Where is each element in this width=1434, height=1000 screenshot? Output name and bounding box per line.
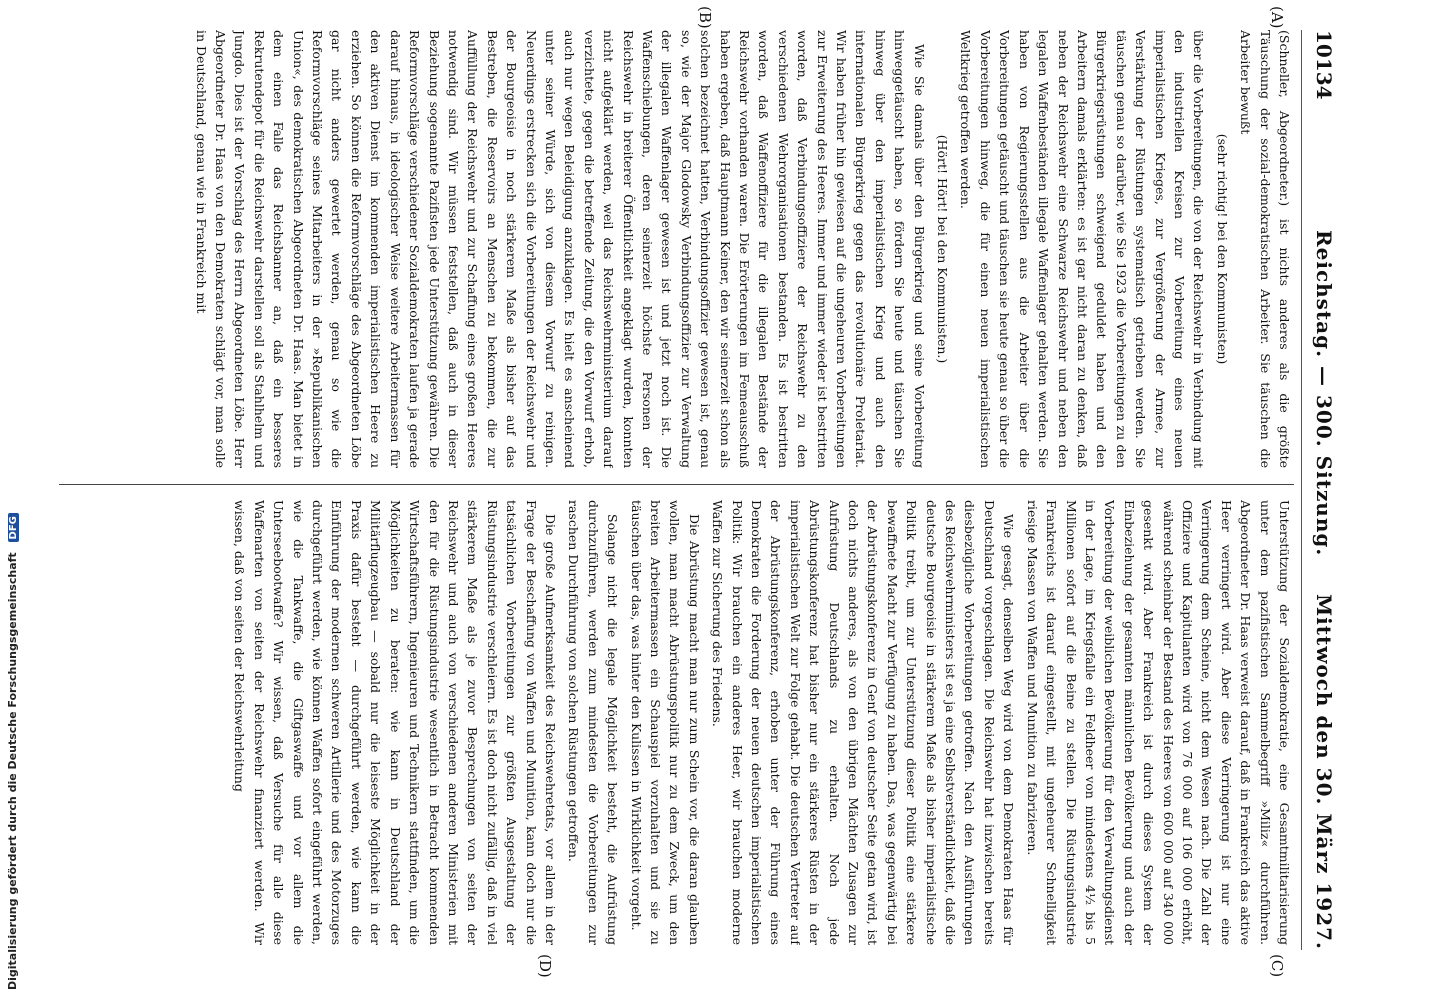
page-number: 10134 xyxy=(1312,30,1336,100)
header-rule xyxy=(1301,30,1302,950)
paragraph: Unterstützung der Sozialdemokratie, eine Gesamtmilitarisierung unter dem pazifistischen Sammelbegriff »Miliz« durchführen. Abgeordneter Dr. Haas verweist darauf, daß in Frankreich das aktive Heer verringert wird. Aber diese Verringerung ist nur eine Verringerung dem Scheine, nicht dem Wesen nach. Die Zahl der Offiziere und Kapitulanten wird von 76 000 auf 106 000 erhöht, während scheinbar der Bestand des Heeres von 600 000 auf 340 000 gesenkt wird. Aber Frankreich ist durch dieses System der Einbeziehung der gesamten männlichen Bevölkerung und auch der Vorbereitung der weiblichen Bevölkerung für den Verwaltungsdienst in der Lage, im Kriegsfalle ein Feldheer von mindestens 4½ bis 5 Millionen sofort auf die Beine zu stellen. Die Rüstungsindustrie Frankreichs ist darauf eingestellt, mit ungeheurer Schnelligkeit riesige Massen von Waffen und Munition zu fabrizieren. xyxy=(1024,500,1292,945)
margin-marker-b: (B) xyxy=(696,6,714,29)
margin-marker-c: (C) xyxy=(1268,954,1286,978)
paragraph: Die große Aufmerksamkeit des Reichswehretats, vor allem in der Frage der Beschaffung von Waffen und Munition, kann doch nur die tatsächlichen Vorbereitungen zur größten Ausgestaltung der Rüstungsindustrie verschleiern. Es ist doch nicht zufällig, daß in viel stärkerem Maße als je zuvor Besprechungen von seiten der Reichswehr und auch von verschiedenen anderen Ministerien mit den für die Rüstungsindustrie wesentlich in Betracht kommenden Wirtschaftsführern, Ingenieuren und Technikern stattfinden, um die Möglichkeiten zu beraten: wie kann in Deutschland der Militärflugzeugbau — sobald nur die leiseste Möglichkeit in der Praxis dafür besteht — durchgeführt werden, wie kann die Einführung der modernen schweren Artillerie und des Motorzuges durchgeführt werden, wie können Waffen sofort eingeführt werden, wie die Tankwaffe, die Giftgaswaffe und vor allem die Unterseebootwaffe? Wir wissen, daß Versuche für alle diese Waffenarten von seiten der Reichswehr finanziert werden. Wir wissen, daß von seiten der Reichswehrleitung xyxy=(232,500,558,945)
dfg-logo: DFG xyxy=(8,513,19,542)
left-column xyxy=(44,30,1294,468)
paragraph: Wie Sie damals über den Bürgerkrieg und seine Vorbereitung hinweggetäuscht haben, so fördern Sie heute und täuschen Sie hinweg über den imperialistischen Krieg und auch den internationalen Bürgerkrieg gegen das revolutionäre Proletariat. Wir haben früher hin gewiesen auf die ungeheuren Vorbereitungen zur Erweiterung des Heeres. Immer und immer wieder ist bestritten worden, daß Verbindungsoffiziere der Reichswehr zu den verschiedenen Wehrorganisationen bestanden. Es ist bestritten worden, daß Waffenoffiziere für die illegalen Bestände der Reichswehr vorhanden waren. Die Erörterungen im Femeausschuß haben ergeben, daß Hauptmann Keiner, den wir seinerzeit schon als solchen bezeichnet hatten, Verbindungsoffizier gewesen ist, genau so, wie der Major Glodowsky Verbindungsoffizier zur Verwaltung der illegalen Waffenlager gewesen ist und jetzt noch ist. Die Waffenschiebungen, deren seinerzeit höchste Personen der Reichswehr in breiterer Öffentlichkeit angeklagt wurden, konnten nicht aufgeklärt werden, weil das Reichswehrministerium darauf verzichtete, gegen die betreffende Zeitung, die den Vorwurf erhob, auch nur wegen Beleidigung anzuklagen. Es hielt es anscheinend unter seiner Würde, sich von diesem Vorwurf zu reinigen. Neuerdings erstrecken sich die Vorbereitungen der Reichswehr und der Bourgeoisie in noch stärkerem Maße als bisher auf das Bestreben, die Reservoirs an Menschen zu bekommen, die zur Auffüllung der Reichswehr und zur Schaffung eines großen Heeres notwendig sind. Wir müssen feststellen, daß auch in dieser Beziehung sogenannte Pazifisten jede Unterstützung gewähren. Die Reformvorschläge verschiedener Sozialdemokraten laufen ja gerade darauf hinaus, in ideologischer Weise weitere Arbeitermassen für den aktiven Dienst im kommenden imperialistischen Heere zu erziehen. So können die Reformvorschläge des Abgeordneten Löbe gar nicht anders gewertet werden, genau so wie die Reformvorschläge seines Mitarbeiters in der »Republikanischen Union«, des demokratischen Abgeordneten Dr. Haas. Man bietet in dem einen Falle das Reichsbanner an, daß ein besseres Rekrutendepot für die Reichswehr darstellen soll als Stahlhelm und Jungdo. Dies ist der Vorschlag des Herrn Abgeordneten Löbe. Herr Abgeordneter Dr. Haas von den Demokraten schlägt vor, man solle in Deutschland, genau wie in Frankreich mit xyxy=(193,30,927,468)
paragraph: Die Abrüstung macht man nur zum Schein vor, die daran glauben wollen, man macht Abrüstungspolitik nur zu dem Zweck, um den breiten Arbeitermassen ein Schauspiel vorzuhalten und sie zu täuschen über das, was hinter den Kulissen in Wirklichkeit vorgeht. xyxy=(628,500,702,945)
header-title: Reichstag. — 300. Sitzung. xyxy=(1312,230,1336,557)
interjection: (sehr richtig! bei den Kommunisten) xyxy=(1214,133,1230,365)
paragraph: (Schneller, Abgeordneter.) ist nichts anderes als die größte Täuschung der sozial-demokratischen Arbeiter. Sie täuschen die Arbeiter bewußt xyxy=(1238,30,1292,468)
margin-marker-a: (A) xyxy=(1268,6,1286,29)
right-column xyxy=(44,500,1294,945)
digitization-credit xyxy=(0,0,22,1000)
paragraph: Solange nicht die legale Möglichkeit besteht, die Aufrüstung durchzuführen, werden zum mindesten die Vorbereitungen zur raschen Durchführung von solchen Rüstungen getroffen. xyxy=(566,500,621,945)
column-divider xyxy=(59,484,1294,485)
margin-marker-d: (D) xyxy=(536,954,554,978)
credit-label: Digitalisierung gefördert durch die Deutsche Forschungsgemeinschaft xyxy=(6,552,19,990)
header-date: Mittwoch den 30. März 1927. xyxy=(1312,593,1336,950)
paragraph: über die Vorbereitungen, die von der Reichswehr in Verbindung mit den industriellen Kreisen zur Vorbereitung eines neuen imperialistischen Krieges, zur Vergrößerung der Armee, zur Verstärkung der Rüstungen systematisch getrieben werden. Sie täuschen genau so darüber, wie Sie 1923 die Vorbereitungen zu den Bürgerkriegsrüstungen schweigend geduldet haben und den Arbeitern damals erklärten: es ist gar nicht daran zu denken, daß neben der Reichswehr eine Schwarze Reichswehr und neben den legalen Waffenbeständen illegale Waffenlager gehalten werden. Sie haben von Regierungsstellen aus die Arbeiter über die Vorbereitungen getäuscht und täuschen sie heute genau so über die Vorbereitungen hinweg, die für einen neuen imperialistischen Weltkrieg getroffen werden. xyxy=(958,30,1207,468)
credit-text xyxy=(6,513,19,990)
interjection: (Hört! Hört! bei den Kommunisten.) xyxy=(935,134,951,364)
paragraph: Wie gesagt, denselben Weg wird von dem Demokraten Haas für Deutschland vorgeschlagen. Die Reichswehr hat inzwischen bereits diesbezügliche Vorbereitungen getroffen. Nach den Ausführungen des Reichswehrministers ist es ja eine Selbstverständlichkeit, daß die deutsche Bourgeoisie in stärkerem Maße als bisher imperialistische Politik treibt, um zur Unterstützung dieser Politik eine stärkere bewaffnete Macht zur Verfügung zu haben. Das, was gegenwärtig bei der Abrüstungskonferenz in Genf von deutscher Seite getan wird, ist doch nichts anderes, als von den übrigen Mächten Zusagen zur Aufrüstung Deutschlands zu erhalten. Noch jede Abrüstungskonferenz hat bisher nur ein stärkeres Rüsten in der imperialistischen Welt zur Folge gehabt. Die deutschen Vertreter auf der Abrüstungskonferenz, erhoben unter der Führung eines Demokraten die Forderung der neuen deutschen imperialistischen Politik: Wir brauchen ein anderes Heer, wir brauchen moderne Waffen zur Sicherung des Friedens. xyxy=(710,500,1017,945)
page-header xyxy=(1302,30,1346,950)
